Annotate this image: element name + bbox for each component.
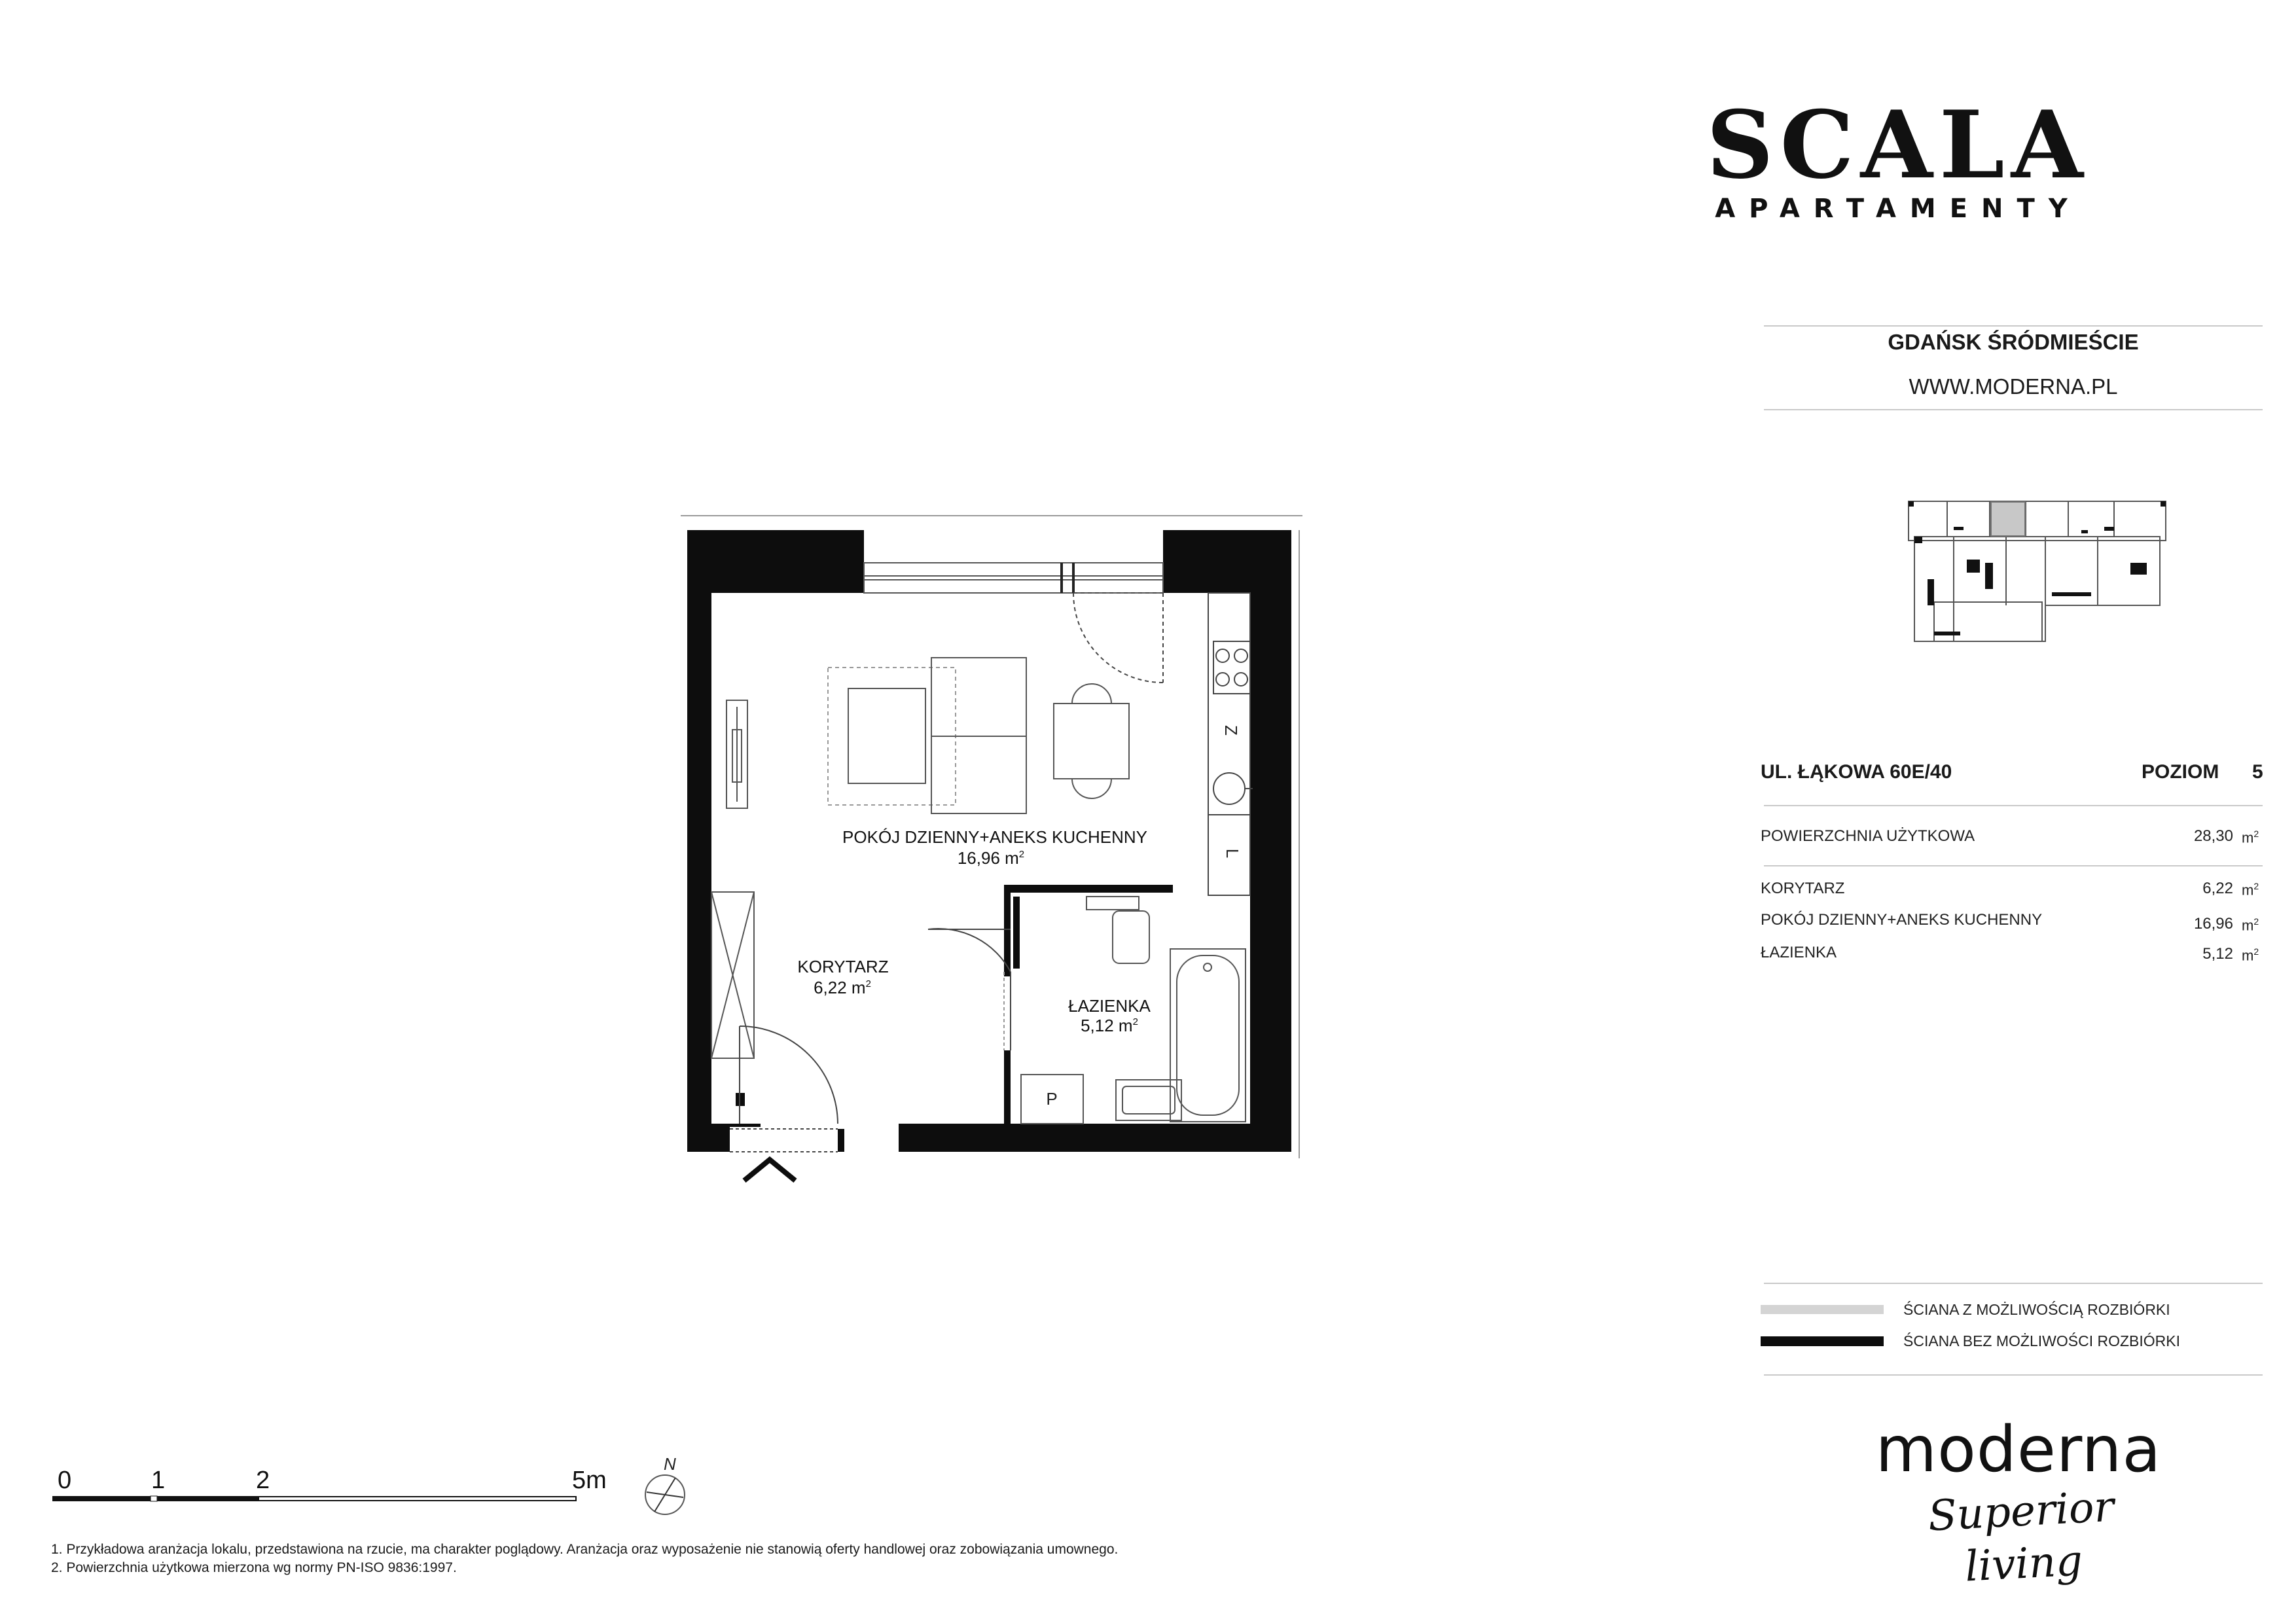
footnote: 2. Powierzchnia użytkowa mierzona wg normy PN-ISO 9836:1997. (51, 1560, 457, 1575)
divider (1764, 805, 2263, 806)
bathroom-area: 5,12 $m^2$ (1081, 1016, 1138, 1035)
dishwasher-mark: L (1223, 848, 1242, 859)
room-row-label: ŁAZIENKA (1761, 944, 1837, 961)
scale-tick-label: 0 (58, 1467, 72, 1494)
footnote: 1. Przykładowa aranżacja lokalu, przedstawiona na rzucie, ma charakter poglądowy. Aranżacja oraz wyposażenie nie stanowią oferty handlowej oraz zobowiązania umownego. (51, 1542, 1119, 1557)
window (864, 563, 1163, 593)
room-row-label: KORYTARZ (1761, 880, 1845, 897)
brand-subtitle: APARTAMENTY (1715, 194, 2081, 224)
corridor-area: 6,22 $m^2$ (814, 978, 871, 997)
scale-tick-label: 2 (256, 1467, 270, 1494)
location-title: GDAŃSK ŚRÓDMIEŚCIE (1888, 330, 2139, 354)
moderna-logo-word: moderna (1875, 1413, 2162, 1486)
fridge-mark: Z (1221, 725, 1241, 736)
website-link[interactable]: WWW.MODERNA.PL (1909, 374, 2118, 399)
building-key-plan (1908, 501, 2166, 647)
divider (1764, 1283, 2263, 1284)
total-area-label: POWIERZCHNIA UŻYTKOWA (1761, 827, 1975, 845)
living-room-name: POKÓJ DZIENNY+ANEKS KUCHENNY (842, 827, 1147, 847)
divider (1764, 409, 2263, 410)
total-area-value: 28,30 (2193, 827, 2233, 845)
scale-bar (45, 1465, 634, 1510)
north-arrow-icon (640, 1454, 692, 1520)
unit-address: UL. ŁĄKOWA 60E/40 (1761, 761, 1952, 783)
living-room-area: 16,96 $m^2$ (957, 848, 1025, 868)
entrance-arrow-icon (744, 1160, 795, 1181)
room-row-value: 5,12 (2202, 945, 2233, 963)
bathroom-name: ŁAZIENKA (1068, 996, 1151, 1016)
brand-title: SCALA (1706, 91, 2090, 200)
legend-label: ŚCIANA Z MOŻLIWOŚCIĄ ROZBIÓRKI (1903, 1301, 2170, 1318)
divider (1764, 865, 2263, 866)
washer-mark: P (1046, 1089, 1058, 1109)
room-row-value: 6,22 (2202, 880, 2233, 897)
scale-tick-label: 5m (572, 1467, 607, 1494)
legend-swatch-structural-wall (1761, 1336, 1884, 1346)
room-row-unit: $m^2$ (2242, 946, 2259, 964)
room-row-unit: $m^2$ (2242, 881, 2259, 899)
corridor-name: KORYTARZ (797, 957, 889, 976)
divider (1764, 325, 2263, 327)
apartment-floor-plan (681, 510, 1309, 1191)
room-row-unit: $m^2$ (2242, 916, 2259, 934)
total-area-unit: $m^2$ (2242, 829, 2259, 846)
legend-label: ŚCIANA BEZ MOŻLIWOŚCI ROZBIÓRKI (1903, 1332, 2180, 1349)
moderna-logo-tagline: Superior living (1927, 1482, 2115, 1592)
level-label: POZIOM (2142, 761, 2219, 783)
room-row-value: 16,96 (2193, 915, 2233, 933)
north-label: N (664, 1454, 676, 1474)
divider (1764, 1374, 2263, 1376)
scale-tick-label: 1 (151, 1467, 166, 1494)
selected-unit-highlight (1991, 502, 2025, 536)
room-row-label: POKÓJ DZIENNY+ANEKS KUCHENNY (1761, 911, 2043, 929)
level-value: 5 (2252, 761, 2263, 783)
legend-swatch-removable-wall (1761, 1305, 1884, 1314)
brand-logo (1702, 92, 2284, 223)
